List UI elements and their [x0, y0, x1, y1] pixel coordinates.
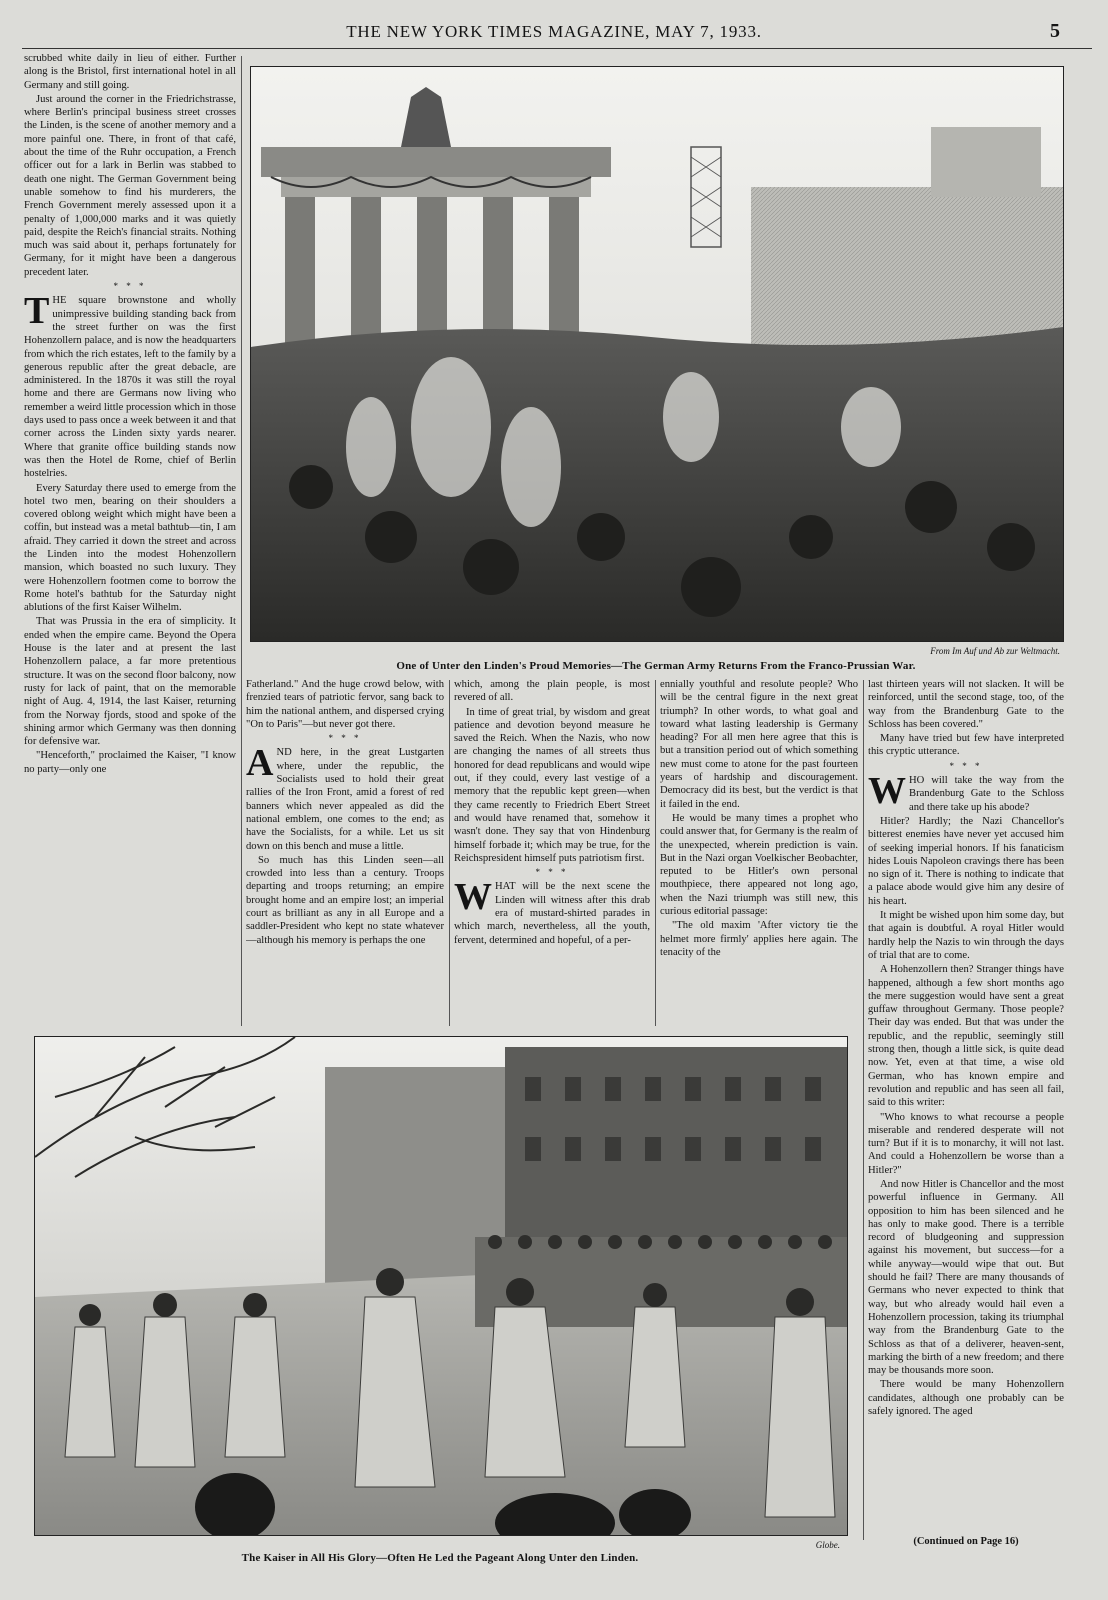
paragraph: And now Hitler is Chancellor and the most powerful influence in Germany. All opposition to him has been silenced and he has only to make good. There is a terrible record of bludgeoning and suppression against his movement, but success—for a while anyway—would wipe that out. But should he fail? There are many thousands of Germans who never expected to think that way, but who already would hail even a Hohenzollern procession, taking its triumphal way from the Brandenburg Gate to the Schloss as that of a deliverer, heaven-sent, marking the birth of a new freedom; and there may be thousands more soon.	[868, 1178, 1064, 1377]
paragraph: In time of great trial, by wisdom and great patience and devotion beyond measure he saved the Reich. When the Nazis, who now are changing the names of all streets thus honored for dead republicans and would wipe out, if they could, every last vestige of a memory that the republic kept green—when they came recently to Friedrich Ebert Street and would have renamed that, somehow it wasn't done. They say that von Hindenburg himself forbade it; which may be true, for the Reichspresident himself puts patriotism first.	[454, 706, 650, 864]
paragraph: A Hohenzollern then? Stranger things have happened, although a few short months ago the mere suggestion would have sent a great guffaw throughout Germany. Those people? Their day was ended. But that was under the republic, and the republic, seemingly still strong then, though a little sick, is quite dead now. Yet, even at that time, a wise old German, who has known empire and revolution and republic and has seen all fail, said to this writer:	[868, 964, 1064, 1109]
section-separator: * * *	[535, 867, 569, 878]
paragraph: THE square brownstone and wholly unimpressive building standing back from the street further on was the first Hohenzollern palace, and is now the headquarters from which the rich estates, left to the family by a generous republic after the great debacle, are administered. In the 1870s it was still the royal home and there are Germans now living who remember a weird little procession which in those days used to pass once a week between it and that corner across the Linden sixty yards nearer. Where that granite office building stands now was then the Hotel de Rome, chief of Berlin hostelries.	[24, 290, 236, 480]
article-column-4	[660, 678, 858, 1026]
paragraph: which, among the plain people, is most revered of all.	[454, 679, 650, 704]
paragraph: Many have tried but few have interpreted this cryptic utterance.	[868, 733, 1064, 758]
photo-army-returns	[250, 66, 1064, 642]
section-separator: * * *	[113, 281, 147, 292]
paragraph: last thirteen years will not slacken. It will be reinforced, until the second stage, too, of the way from the Brandenburg Gate to the Schloss has been covered."	[868, 679, 1064, 730]
paragraph: "Who knows to what recourse a people miserable and rendered desperate will not turn? But if it is to monarchy, it will not last. And could a Hohenzollern be worse than a Hitler?"	[868, 1111, 1064, 1176]
paragraph: He would be many times a prophet who could answer that, for Germany is the realm of the unexpected, wherein prediction is vain. But in the Nazi organ Voelkischer Beobachter, reputed to be Hitler's own personal mouthpiece, there appeared not long ago, when the Nazi triumph was still new, this curious editorial passage:	[660, 812, 858, 918]
paragraph: "Henceforth," proclaimed the Kaiser, "I know no party—only one	[24, 750, 236, 775]
photo-kaiser-parade	[34, 1036, 848, 1536]
engraving-illustration	[251, 67, 1063, 641]
photo-credit: From Im Auf und Ab zur Weltmacht.	[930, 646, 1060, 656]
paragraph: Just around the corner in the Friedrichstrasse, where Berlin's principal business street crosses the Linden, is the scene of another memory and a more painful one. There, in front of that café, about the time of the Ruhr occupation, a French officer out for a lark in Berlin was stabbed to death one night. The German Government being unable somehow to find his murderers, the French Government merely assessed upon it a penalty of 1,000,000 marks and it was quietly paid, despite the Reich's financial straits. Nothing much was said about it, perhaps fortunately for Germany, for it might have been a dangerous precedent later.	[24, 93, 236, 278]
paragraph: It might be wished upon him some day, but that again is doubtful. A royal Hitler would hardly help the Nazis to win through the days of trial that are to come.	[868, 910, 1064, 961]
paragraph: WHO will take the way from the Brandenburg Gate to the Schloss and there take up his abode?	[868, 770, 1064, 813]
paragraph: So much has this Linden seen—all crowded into less than a century. Troops departing and troops returning; an empire brought home and an empire lost; an imperial court as brilliant as any in all Europe and a saddler-President who kept no state whatever—although his memory is perhaps the one	[246, 854, 444, 946]
paragraph: That was Prussia in the era of simplicity. It ended when the empire came. Beyond the Opera House is the later and at present the last Hohenzollern palace, a far more pretentious structure. It was on the second floor balcony, now rusty for lack of paint, that on the memorable night of Aug. 4, 1914, the last Kaiser, returning from the Norway fjords, stood and spoke of the shining armor which Germany was then donning for defensive war.	[24, 616, 236, 748]
paragraph: WHAT will be the next scene the Linden will witness after this drab era of mustard-shirted parades in which march, nevertheless, all the youth, fervent, determined and hopeful, of a per-	[454, 876, 650, 946]
column-rule	[655, 680, 656, 1026]
article-column-5	[868, 678, 1064, 1530]
photograph-illustration	[35, 1037, 847, 1535]
masthead: THE NEW YORK TIMES MAGAZINE, MAY 7, 1933.	[346, 22, 762, 41]
paragraph: Fatherland." And the huge crowd below, with frenzied tears of patriotic fervor, sang back to him the national anthem, and dispersed crying "On to Paris"—but never got there.	[246, 679, 444, 730]
paragraph: Every Saturday there used to emerge from the hotel two men, bearing on their shoulders a covered oblong weight which might have been a coffin, but instead was a metal bathtub—tin, I am afraid. They carried it down the street and across the Linden into the modest Hohenzollern mansion, which boasted no such luxury. They were Hohenzollern footmen come to borrow the Rome hotel's bathtub for the Saturday night ablutions of the first Kaiser Wilhelm.	[24, 482, 236, 614]
photo-caption: The Kaiser in All His Glory—Often He Led the Pageant Along Unter den Linden.	[241, 1552, 639, 1564]
section-separator: * * *	[328, 733, 362, 744]
column-rule	[863, 680, 864, 1540]
page-number: 5	[1050, 20, 1060, 42]
paragraph: "The old maxim 'After victory tie the helmet more firmly' applies here again. The tenacity of the	[660, 920, 858, 958]
photo-credit: Globe.	[815, 1540, 840, 1550]
page-header	[0, 20, 1108, 46]
column-rule	[241, 56, 242, 1026]
header-rule	[22, 48, 1092, 49]
photo-caption: One of Unter den Linden's Proud Memories—The German Army Returns From the Franco-Prussian War.	[396, 660, 916, 672]
paragraph: There would be many Hohenzollern candidates, although one probably can be safely ignored. The aged	[868, 1379, 1064, 1418]
column-rule	[449, 680, 450, 1026]
article-column-2	[246, 678, 444, 1026]
paragraph: AND here, in the great Lustgarten where, under the republic, the Socialists used to hold their great rallies of the Iron Front, amid a forest of red banners which never appealed as did the national emblem, one comes to the end; as have the Socialists, for a while. Let us sit down on this bench and muse a little.	[246, 742, 444, 852]
paragraph: scrubbed white daily in lieu of either. Further along is the Bristol, first international hotel in all Germany and still going.	[24, 53, 236, 91]
article-column-3	[454, 678, 650, 1026]
paragraph: ennially youthful and resolute people? Who will be the central figure in the next great triumph? In other words, to what goal and toward what lasting leadership is Germany heading? For all men here agree that this is but a transition period out of which something new must come to atone for the past fourteen years of hardship and discouragement. Democracy did its best, but the verdict is that it failed in the end.	[660, 679, 858, 810]
article-column-1	[24, 52, 236, 1025]
continued-notice: (Continued on Page 16)	[913, 1536, 1019, 1547]
section-separator: * * *	[949, 760, 983, 771]
paragraph: Hitler? Hardly; the Nazi Chancellor's bitterest enemies have never yet accused him of seeking imperial honors. If his fanaticism hides Louis Napoleon cravings there has been no sign of it. There is nothing to indicate that a palace abode would give him any desire of his heart.	[868, 815, 1064, 907]
